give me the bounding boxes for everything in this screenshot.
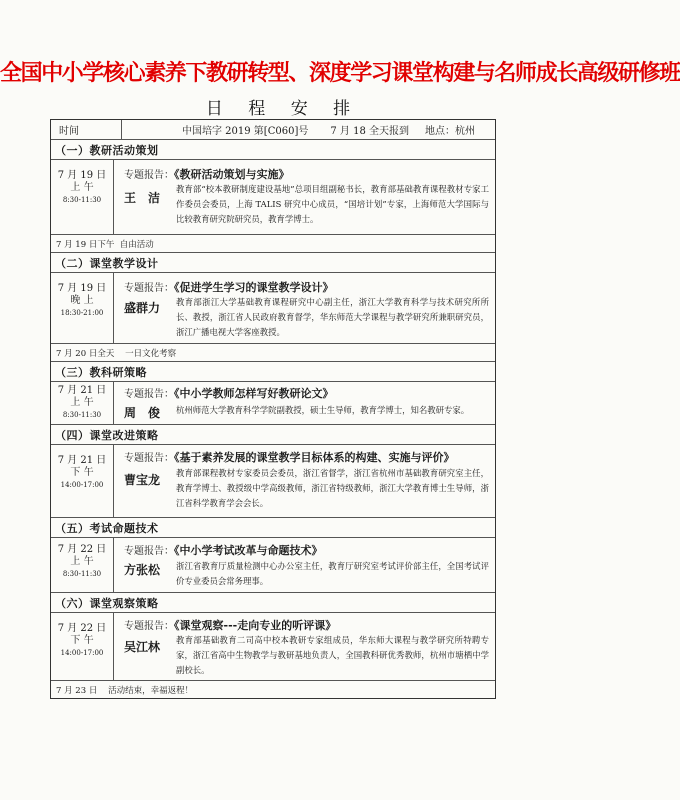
location: 地点：杭州 <box>424 126 475 137</box>
schedule-note: 7 月 20 日全天 一日文化考察 <box>51 344 495 362</box>
info-row <box>51 120 495 140</box>
speaker-name: 周 俊 <box>124 406 161 420</box>
session-row <box>51 538 495 593</box>
topic-line: 专题报告：《中小学考试改革与命题技术》 <box>124 544 323 557</box>
session-time: 7 月 21 日 上 午 8:30-11:30 <box>51 382 114 424</box>
section-heading: （六）课堂观察策略 <box>51 593 495 613</box>
session-row <box>51 613 495 681</box>
section-heading: （三）教科研策略 <box>51 362 495 382</box>
section-heading: （二）课堂教学设计 <box>51 253 495 273</box>
topic-title: 《教研活动策划与实施》 <box>174 168 290 181</box>
schedule-note: 7 月 23 日 活动结束，幸福返程！ <box>56 685 194 696</box>
section-heading: （五）考试命题技术 <box>51 518 495 538</box>
main-title: 全国中小学核心素养下教研转型、深度学习课堂构建与名师成长高级研修班 <box>0 61 680 86</box>
speaker-bio: 杭州师范大学教育科学学院副教授，硕士生导师，教育学博士，知名教研专家。 <box>176 405 470 415</box>
schedule-table <box>50 119 496 699</box>
speaker-bio: 教育部基础教育二司高中校本教研专家组成员，华东师大课程与教学研究所特聘专家，浙江省高中生物教学与教研基地负责人，全国教科研优秀教师，杭州市塘栖中学副校长。 <box>176 635 489 675</box>
session-row <box>51 273 495 344</box>
sub-title: 日 程 安 排 <box>205 99 361 119</box>
topic-line: 专题报告：《课堂观察---走向专业的听评课》 <box>124 619 337 632</box>
section-heading: （四）课堂改进策略 <box>51 425 495 445</box>
topic-line: 专题报告：《教研活动策划与实施》 <box>124 168 290 181</box>
speaker-name: 曹宝龙 <box>124 473 161 487</box>
speaker-name: 吴江林 <box>124 640 161 654</box>
document-number: 中国培字 2019 第[C060]号 <box>182 126 309 137</box>
schedule-note: 7 月 19 日下午 自由活动 <box>51 235 495 253</box>
session-time: 7 月 19 日 晚 上 18:30-21:00 <box>51 273 114 343</box>
topic-line: 专题报告：《促进学生学习的课堂教学设计》 <box>124 281 334 294</box>
session-row <box>51 445 495 518</box>
session-time: 7 月 21 日 下 午 14:00-17:00 <box>51 445 114 517</box>
session-time: 7 月 22 日 下 午 14:00-17:00 <box>51 613 114 680</box>
speaker-name: 王 洁 <box>124 191 161 205</box>
arrival-date: 7 月 18 全天报到 <box>330 126 409 137</box>
topic-line: 专题报告：《中小学教师怎样写好教研论文》 <box>124 387 334 400</box>
topic-line: 专题报告：《基于素养发展的课堂教学目标体系的构建、实施与评价》 <box>124 451 455 464</box>
speaker-bio: 教育部浙江大学基础教育课程研究中心副主任，浙江大学教育科学与技术研究所所长、教授，浙江省人民政府教育督学，华东师范大学课程与教学研究所兼职研究员，浙江广播电视大学客座教授。 <box>176 297 489 337</box>
topic-title: 《基于素养发展的课堂教学目标体系的构建、实施与评价》 <box>174 451 455 464</box>
speaker-name: 方张松 <box>124 563 161 577</box>
speaker-bio: 教育部课程教材专家委员会委员，浙江省督学，浙江省杭州市基础教育研究室主任，教育学博士、教授级中学高级教师，浙江省特级教师，浙江大学教育博士生导师，浙江省科学教育学会会长。 <box>176 468 489 508</box>
session-time: 7 月 22 日 上 午 8:30-11:30 <box>51 538 114 592</box>
speaker-bio: 教育部“校本教研制度建设基地”总项目组副秘书长，教育部基础教育课程教材专家工作委员会委员，上海 TALIS 研究中心成员，“国培计划”专家，上海师范大学国际与比较教育研究院研究员，教育学博士。 <box>176 184 489 224</box>
topic-title: 《中小学考试改革与命题技术》 <box>174 544 323 557</box>
section-heading: （一）教研活动策划 <box>51 140 495 160</box>
session-row <box>51 382 495 425</box>
session-row <box>51 160 495 235</box>
speaker-bio: 浙江省教育厅质量检测中心办公室主任，教育厅研究室考试评价部主任，全国考试评价专业委员会常务理事。 <box>176 561 489 586</box>
speaker-name: 盛群力 <box>124 301 161 315</box>
topic-title: 《课堂观察---走向专业的听评课》 <box>174 619 337 632</box>
time-label: 时间 <box>51 120 122 139</box>
topic-title: 《中小学教师怎样写好教研论文》 <box>174 387 334 400</box>
session-time: 7 月 19 日 上 午 8:30-11:30 <box>51 160 114 234</box>
topic-title: 《促进学生学习的课堂教学设计》 <box>174 281 334 294</box>
